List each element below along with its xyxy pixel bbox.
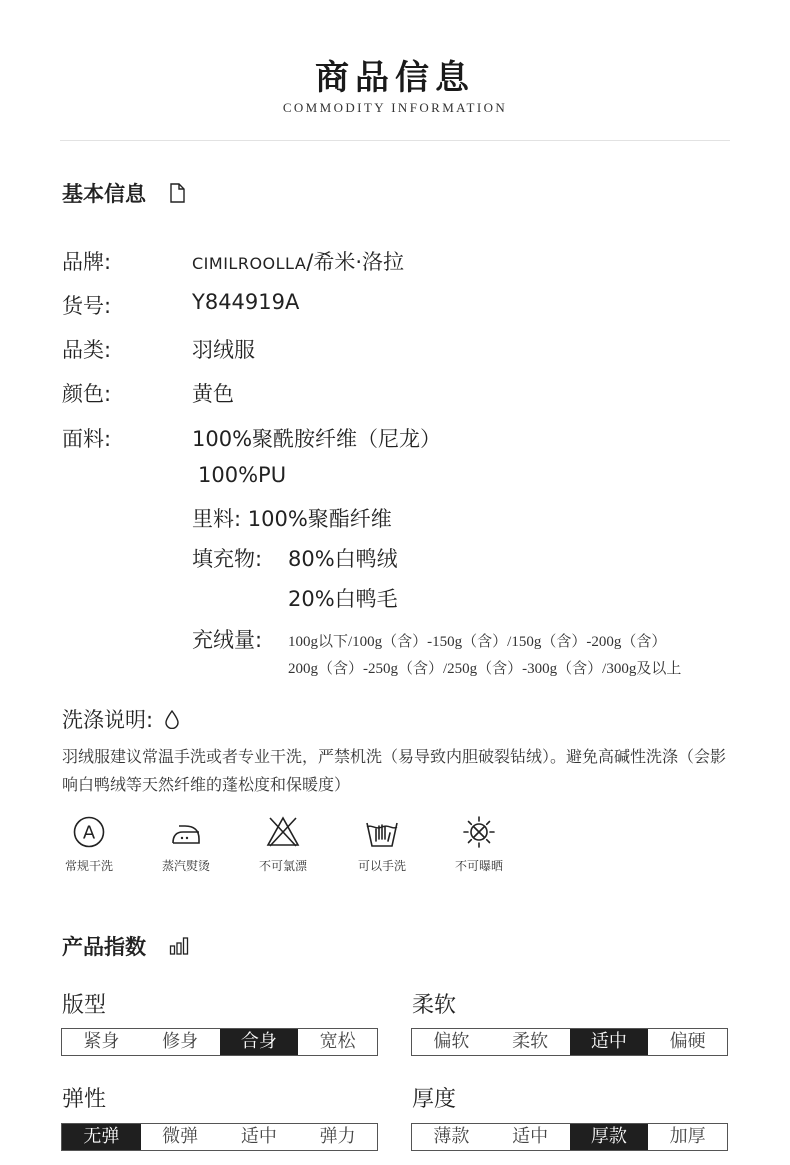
thickness-option: 加厚 [669,1126,706,1147]
brand-english: CIMILROOLLA [192,254,307,273]
elasticity-option: 微弹 [162,1126,199,1147]
filling-line1: 80%白鸭绒 [288,547,398,571]
lining-value: 100%聚酯纤维 [247,507,392,531]
softness-scale [411,1028,728,1056]
washing-instructions: 羽绒服建议常温手洗或者专业干洗，严禁机洗（易导致内胆破裂钻绒）。避免高碱性洗涤（会影响白鸭绒等天然纤维的蓬松度和保暖度） [62,747,727,794]
care-label-dry-clean: 常规干洗 [64,859,113,873]
hand-wash-icon [342,815,422,849]
item-no-value: Y844919A [192,290,300,314]
fit-option: 合身 [220,1029,299,1055]
category-value: 羽绒服 [192,338,255,362]
elasticity-option: 适中 [240,1126,277,1147]
softness-option: 柔软 [512,1031,549,1052]
fit-title: 版型 [62,993,107,1018]
dry-clean-icon [49,815,129,849]
fill-weight-line1: 100g以下/100g（含）-150g（含）/150g（含）-200g（含） [288,634,667,650]
elasticity-title: 弹性 [62,1087,107,1112]
thickness-option: 适中 [512,1126,549,1147]
fabric-line2: 100%PU [198,463,287,487]
care-no-sun-dry [439,815,519,874]
filling-label: 填充物: [192,547,263,571]
brand-chinese: /希米·洛拉 [306,250,405,274]
page-subtitle: COMMODITY INFORMATION [282,100,508,115]
color-value: 黄色 [192,382,234,406]
svg-text:A: A [82,822,96,844]
care-label-no-sun-dry: 不可曝晒 [454,859,503,873]
fit-option: 紧身 [83,1031,120,1052]
care-label-steam-iron: 蒸汽熨烫 [161,859,210,873]
lining-label: 里料: [192,507,242,531]
lining-row [192,503,392,533]
product-index-heading [62,931,189,961]
bar-chart-icon [169,936,189,961]
water-drop-icon [164,709,180,734]
brand-label: 品牌: [62,250,112,274]
care-label-no-bleach: 不可氯漂 [258,859,307,873]
filling-line2: 20%白鸭毛 [288,587,398,611]
color-label: 颜色: [62,382,112,406]
fit-option: 宽松 [319,1031,356,1052]
elasticity-option: 无弹 [62,1124,141,1150]
basic-info-heading [62,178,185,208]
fabric-line1: 100%聚酰胺纤维（尼龙） [192,427,442,451]
fill-weight-label: 充绒量: [192,628,263,652]
no-sun-dry-icon [439,815,519,849]
thickness-scale [411,1123,728,1151]
softness-option: 偏软 [433,1031,470,1052]
page-title: 商品信息 [315,58,475,98]
fit-option: 修身 [162,1031,199,1052]
item-no-label: 货号: [62,294,112,318]
elasticity-scale [61,1123,378,1151]
product-index-title: 产品指数 [62,935,146,959]
care-label-hand-wash: 可以手洗 [357,859,406,873]
document-icon [169,183,185,208]
brand-value [192,246,404,276]
steam-iron-icon [146,815,226,849]
fit-scale [61,1028,378,1056]
softness-option: 偏硬 [669,1031,706,1052]
fill-weight-line2: 200g（含）-250g（含）/250g（含）-300g（含）/300g及以上 [288,661,682,677]
no-bleach-icon [243,815,323,849]
elasticity-option: 弹力 [319,1126,356,1147]
fabric-label: 面料: [62,427,112,451]
washing-heading [62,704,180,734]
header-divider [60,140,730,141]
care-no-bleach [243,815,323,874]
washing-title: 洗涤说明: [62,708,154,732]
basic-info-title: 基本信息 [62,182,146,206]
thickness-title: 厚度 [412,1087,457,1112]
category-label: 品类: [62,338,112,362]
care-hand-wash [342,815,422,874]
care-dry-clean [49,815,129,874]
care-steam-iron [146,815,226,874]
softness-option: 适中 [570,1029,649,1055]
thickness-option: 薄款 [433,1126,470,1147]
thickness-option: 厚款 [570,1124,649,1150]
softness-title: 柔软 [412,993,457,1018]
